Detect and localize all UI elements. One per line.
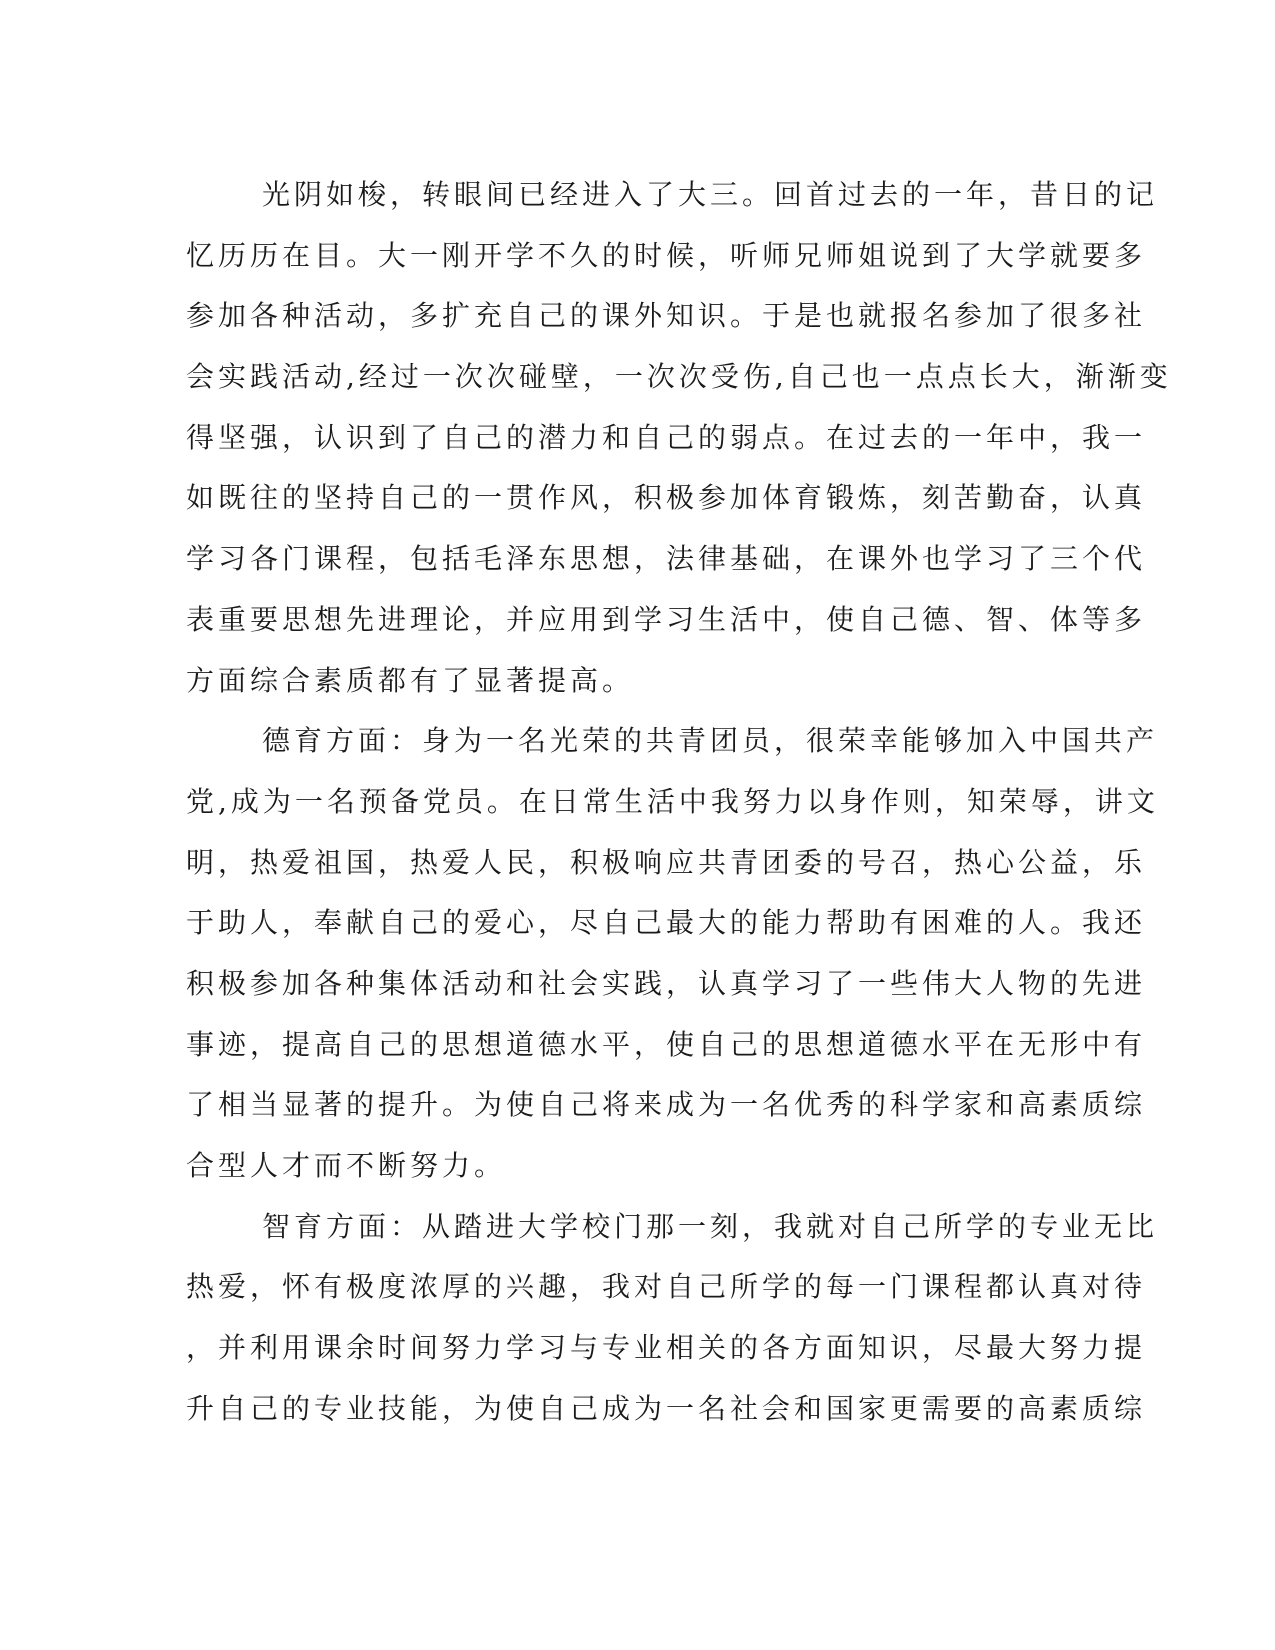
- text-line: 智育方面：从踏进大学校门那一刻，我就对自己所学的专业无比: [262, 1209, 1159, 1243]
- text-line: 明，热爱祖国，热爱人民，积极响应共青团委的号召，热心公益，乐: [186, 845, 1147, 879]
- text-line: 得坚强，认识到了自己的潜力和自己的弱点。在过去的一年中，我一: [186, 420, 1147, 454]
- text-line: 党,成为一名预备党员。在日常生活中我努力以身作则，知荣辱，讲文: [186, 784, 1159, 818]
- text-line: 德育方面：身为一名光荣的共青团员，很荣幸能够加入中国共产: [262, 724, 1159, 758]
- text-line: 合型人才而不断努力。: [186, 1149, 507, 1182]
- text-line: ，并利用课余时间努力学习与专业相关的各方面知识，尽最大努力提: [186, 1331, 1147, 1365]
- text-line: 于助人，奉献自己的爱心，尽自己最大的能力帮助有困难的人。我还: [186, 906, 1147, 940]
- text-line: 如既往的坚持自己的一贯作风，积极参加体育锻炼，刻苦勤奋，认真: [186, 481, 1147, 515]
- text-line: 升自己的专业技能，为使自己成为一名社会和国家更需要的高素质综: [186, 1391, 1147, 1425]
- text-line: 学习各门课程，包括毛泽东思想，法律基础，在课外也学习了三个代: [186, 542, 1147, 576]
- text-line: 光阴如梭，转眼间已经进入了大三。回首过去的一年，昔日的记: [262, 178, 1159, 211]
- text-line: 表重要思想先进理论，并应用到学习生活中，使自己德、智、体等多: [186, 602, 1147, 636]
- paragraph-intellectual-education: [186, 1197, 1159, 1440]
- text-line: 参加各种活动，多扩充自己的课外知识。于是也就报名参加了很多社: [186, 299, 1147, 333]
- text-line: 了相当显著的提升。为使自己将来成为一名优秀的科学家和高素质综: [186, 1088, 1147, 1122]
- text-line: 会实践活动,经过一次次碰壁，一次次受伤,自己也一点点长大，渐渐变: [186, 360, 1172, 394]
- text-line: 积极参加各种集体活动和社会实践，认真学习了一些伟大人物的先进: [186, 966, 1147, 1000]
- paragraph-intro: [186, 165, 1172, 711]
- paragraph-moral-education: [186, 711, 1159, 1197]
- text-line: 热爱，怀有极度浓厚的兴趣，我对自己所学的每一门课程都认真对待: [186, 1270, 1147, 1304]
- text-line: 忆历历在目。大一刚开学不久的时候，听师兄师姐说到了大学就要多: [186, 238, 1147, 272]
- text-line: 事迹，提高自己的思想道德水平，使自己的思想道德水平在无形中有: [186, 1027, 1147, 1061]
- document-body: [186, 165, 1172, 1439]
- text-line: 方面综合素质都有了显著提高。: [186, 663, 635, 697]
